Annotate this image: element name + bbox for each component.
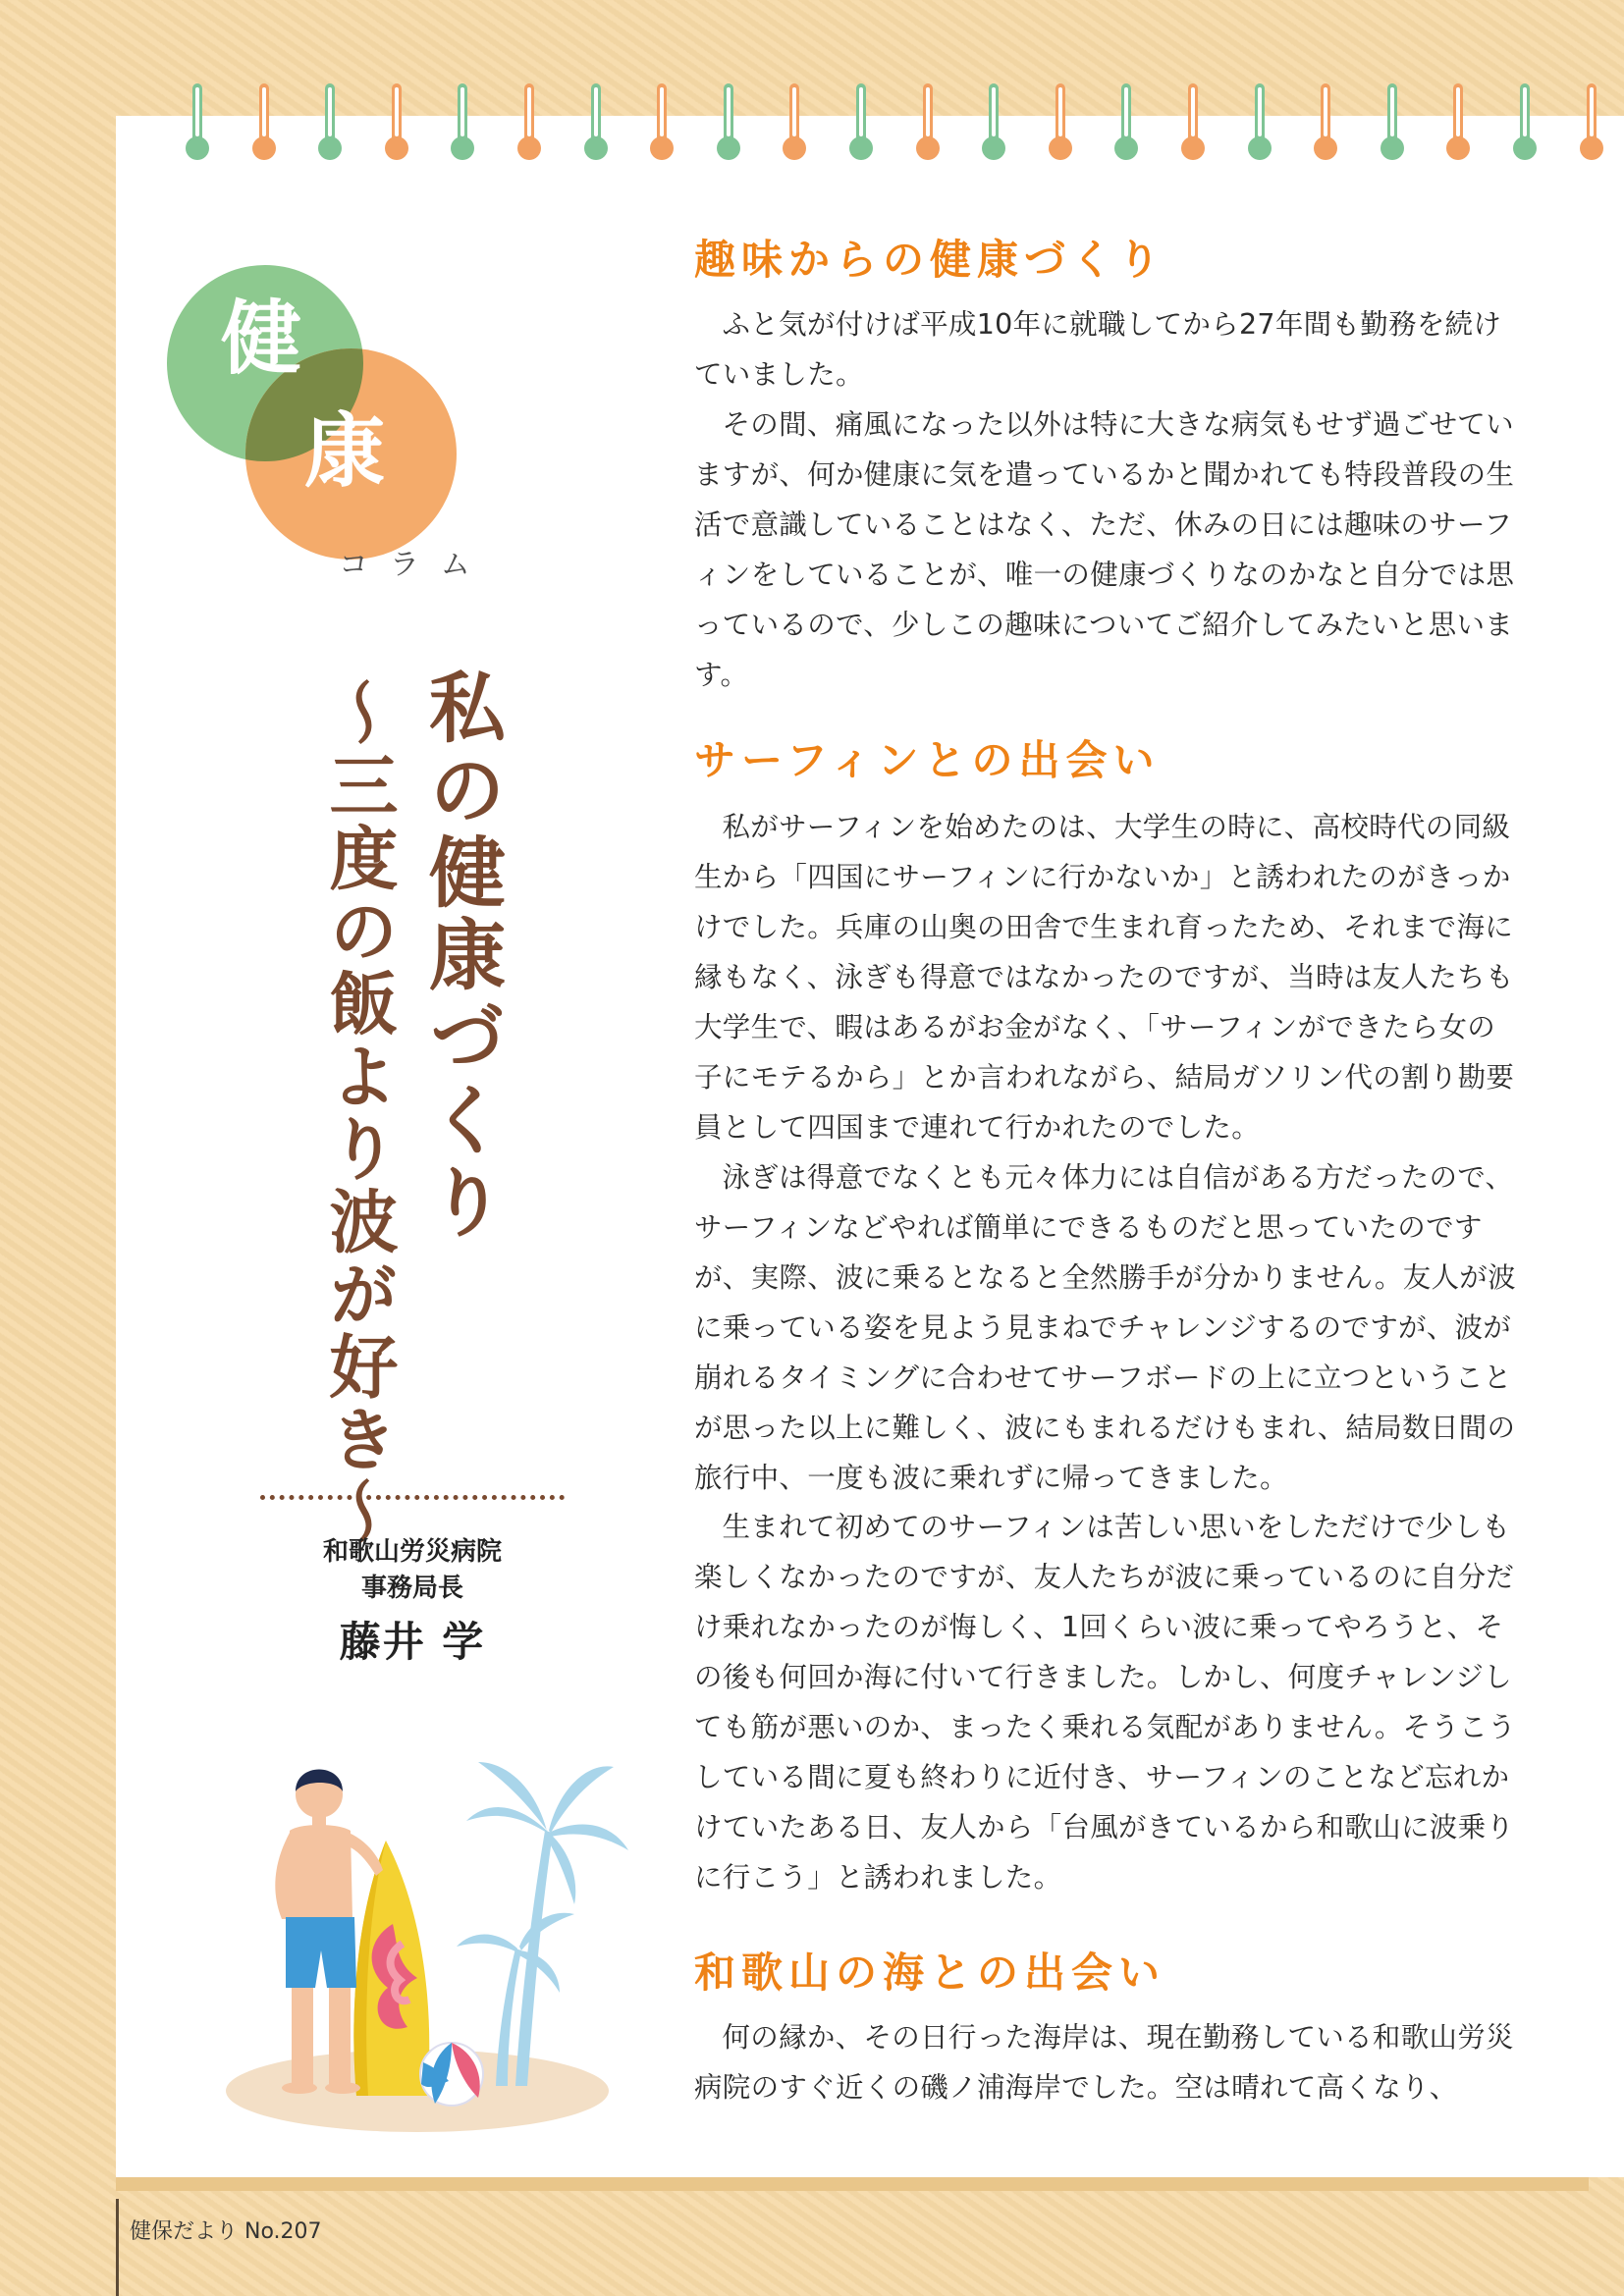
- author-role: 事務局長: [360, 1574, 463, 1603]
- binder-ring: [524, 83, 534, 144]
- paragraph: 泳ぎは得意でなくとも元々体力には自信がある方だったので、サーフィンなどやれば簡単にできるものだと思っていたのですが、実際、波に乗るとなると全然勝手が分かりません。友人が波に乗っている姿を見よう見まねでチャレンジするのですが、波が崩れるタイミングに合わせてサーフボードの上に立つということが思った以上に難しく、波にもまれるだけもまれ、結局数日間の旅行中、一度も波に乗れずに帰ってきました。: [694, 1161, 1516, 1494]
- column-kanji-kou: 康: [304, 405, 386, 499]
- palm-tree-icon: [457, 1762, 628, 2086]
- binder-ring: [1188, 83, 1198, 144]
- binder-ring: [1255, 83, 1265, 144]
- binder-ring: [989, 83, 999, 144]
- binder-ring: [1387, 83, 1397, 144]
- section-heading: サーフィンとの出会い: [694, 736, 1161, 784]
- binder-ring: [657, 83, 667, 144]
- binder-ring: [325, 83, 335, 144]
- section-heading: 趣味からの健康づくり: [694, 236, 1166, 284]
- binder-rings: [116, 83, 1624, 172]
- binder-ring: [192, 83, 202, 144]
- paragraph: ふと気が付けば平成10年に就職してから27年間も勤務を続けていました。: [694, 308, 1502, 391]
- footer-label: 健保だより No.207: [130, 2219, 322, 2244]
- binder-ring: [724, 83, 733, 144]
- footer-rule: [116, 2199, 119, 2296]
- binder-ring: [1520, 83, 1530, 144]
- surfer-illustration: [221, 1693, 633, 2135]
- paragraph: 生まれて初めてのサーフィンは苦しい思いをしただけで少しも楽しくなかったのですが、友人たちが波に乗っているのに自分だけ乗れなかったのが悔しく、1回くらい波に乗ってやろうと、その後も何回か海に付いて行きました。しかし、何度チャレンジしても筋が悪いのか、まったく乗れる気配がありません。そうこうしている間に夏も終わりに近付き、サーフィンのことなど忘れかけていたある日、友人から「台風がきているから和歌山に波乗りに行こう」と誘われました。: [694, 1511, 1516, 1894]
- dotted-divider: [260, 1495, 565, 1500]
- binder-ring: [591, 83, 601, 144]
- column-label: コラム: [339, 548, 492, 582]
- binder-ring: [458, 83, 467, 144]
- binder-ring: [392, 83, 402, 144]
- binder-ring: [1453, 83, 1463, 144]
- article-title: 私の健康づくり: [416, 667, 505, 1245]
- binder-ring: [856, 83, 866, 144]
- column-kanji-ken: 健: [221, 293, 302, 386]
- author-name: 藤井 学: [339, 1618, 486, 1666]
- paragraph: 何の縁か、その日行った海岸は、現在勤務している和歌山労災病院のすぐ近くの磯ノ浦海岸でした。空は晴れて高くなり、: [694, 2021, 1514, 2104]
- beach-ball-icon: [420, 2043, 483, 2106]
- binder-ring: [1321, 83, 1330, 144]
- paragraph: その間、痛風になった以外は特に大きな病気もせず過ごせていますが、何か健康に気を遣っているかと聞かれても特段普段の生活で意識していることはなく、ただ、休みの日には趣味のサーフィンをしていることが、唯一の健康づくりなのかなと自分では思っているので、少しこの趣味についてご紹介してみたいと思います。: [694, 408, 1515, 691]
- article-subtitle: 〜三度の飯より波が好き〜: [318, 677, 399, 1549]
- paragraph: 私がサーフィンを始めたのは、大学生の時に、高校時代の同級生から「四国にサーフィンに行かないか」と誘われたのがきっかけでした。兵庫の山奥の田舎で生まれ育ったため、それまで海に縁もなく、泳ぎも得意ではなかったのですが、当時は友人たちも大学生で、暇はあるがお金がなく、「サーフィンができたら女の子にモテるから」とか言われながら、結局ガソリン代の割り勘要員として四国まで連れて行かれたのでした。: [694, 811, 1515, 1144]
- section-heading: 和歌山の海との出会い: [694, 1949, 1166, 1997]
- surfboard-icon: [353, 1841, 429, 2096]
- binder-ring: [923, 83, 933, 144]
- page-sheet-shadow: [116, 2177, 1589, 2191]
- binder-ring: [1121, 83, 1131, 144]
- author-organization: 和歌山労災病院: [322, 1537, 502, 1567]
- binder-ring: [1056, 83, 1065, 144]
- binder-ring: [1587, 83, 1597, 144]
- binder-ring: [259, 83, 269, 144]
- binder-ring: [789, 83, 799, 144]
